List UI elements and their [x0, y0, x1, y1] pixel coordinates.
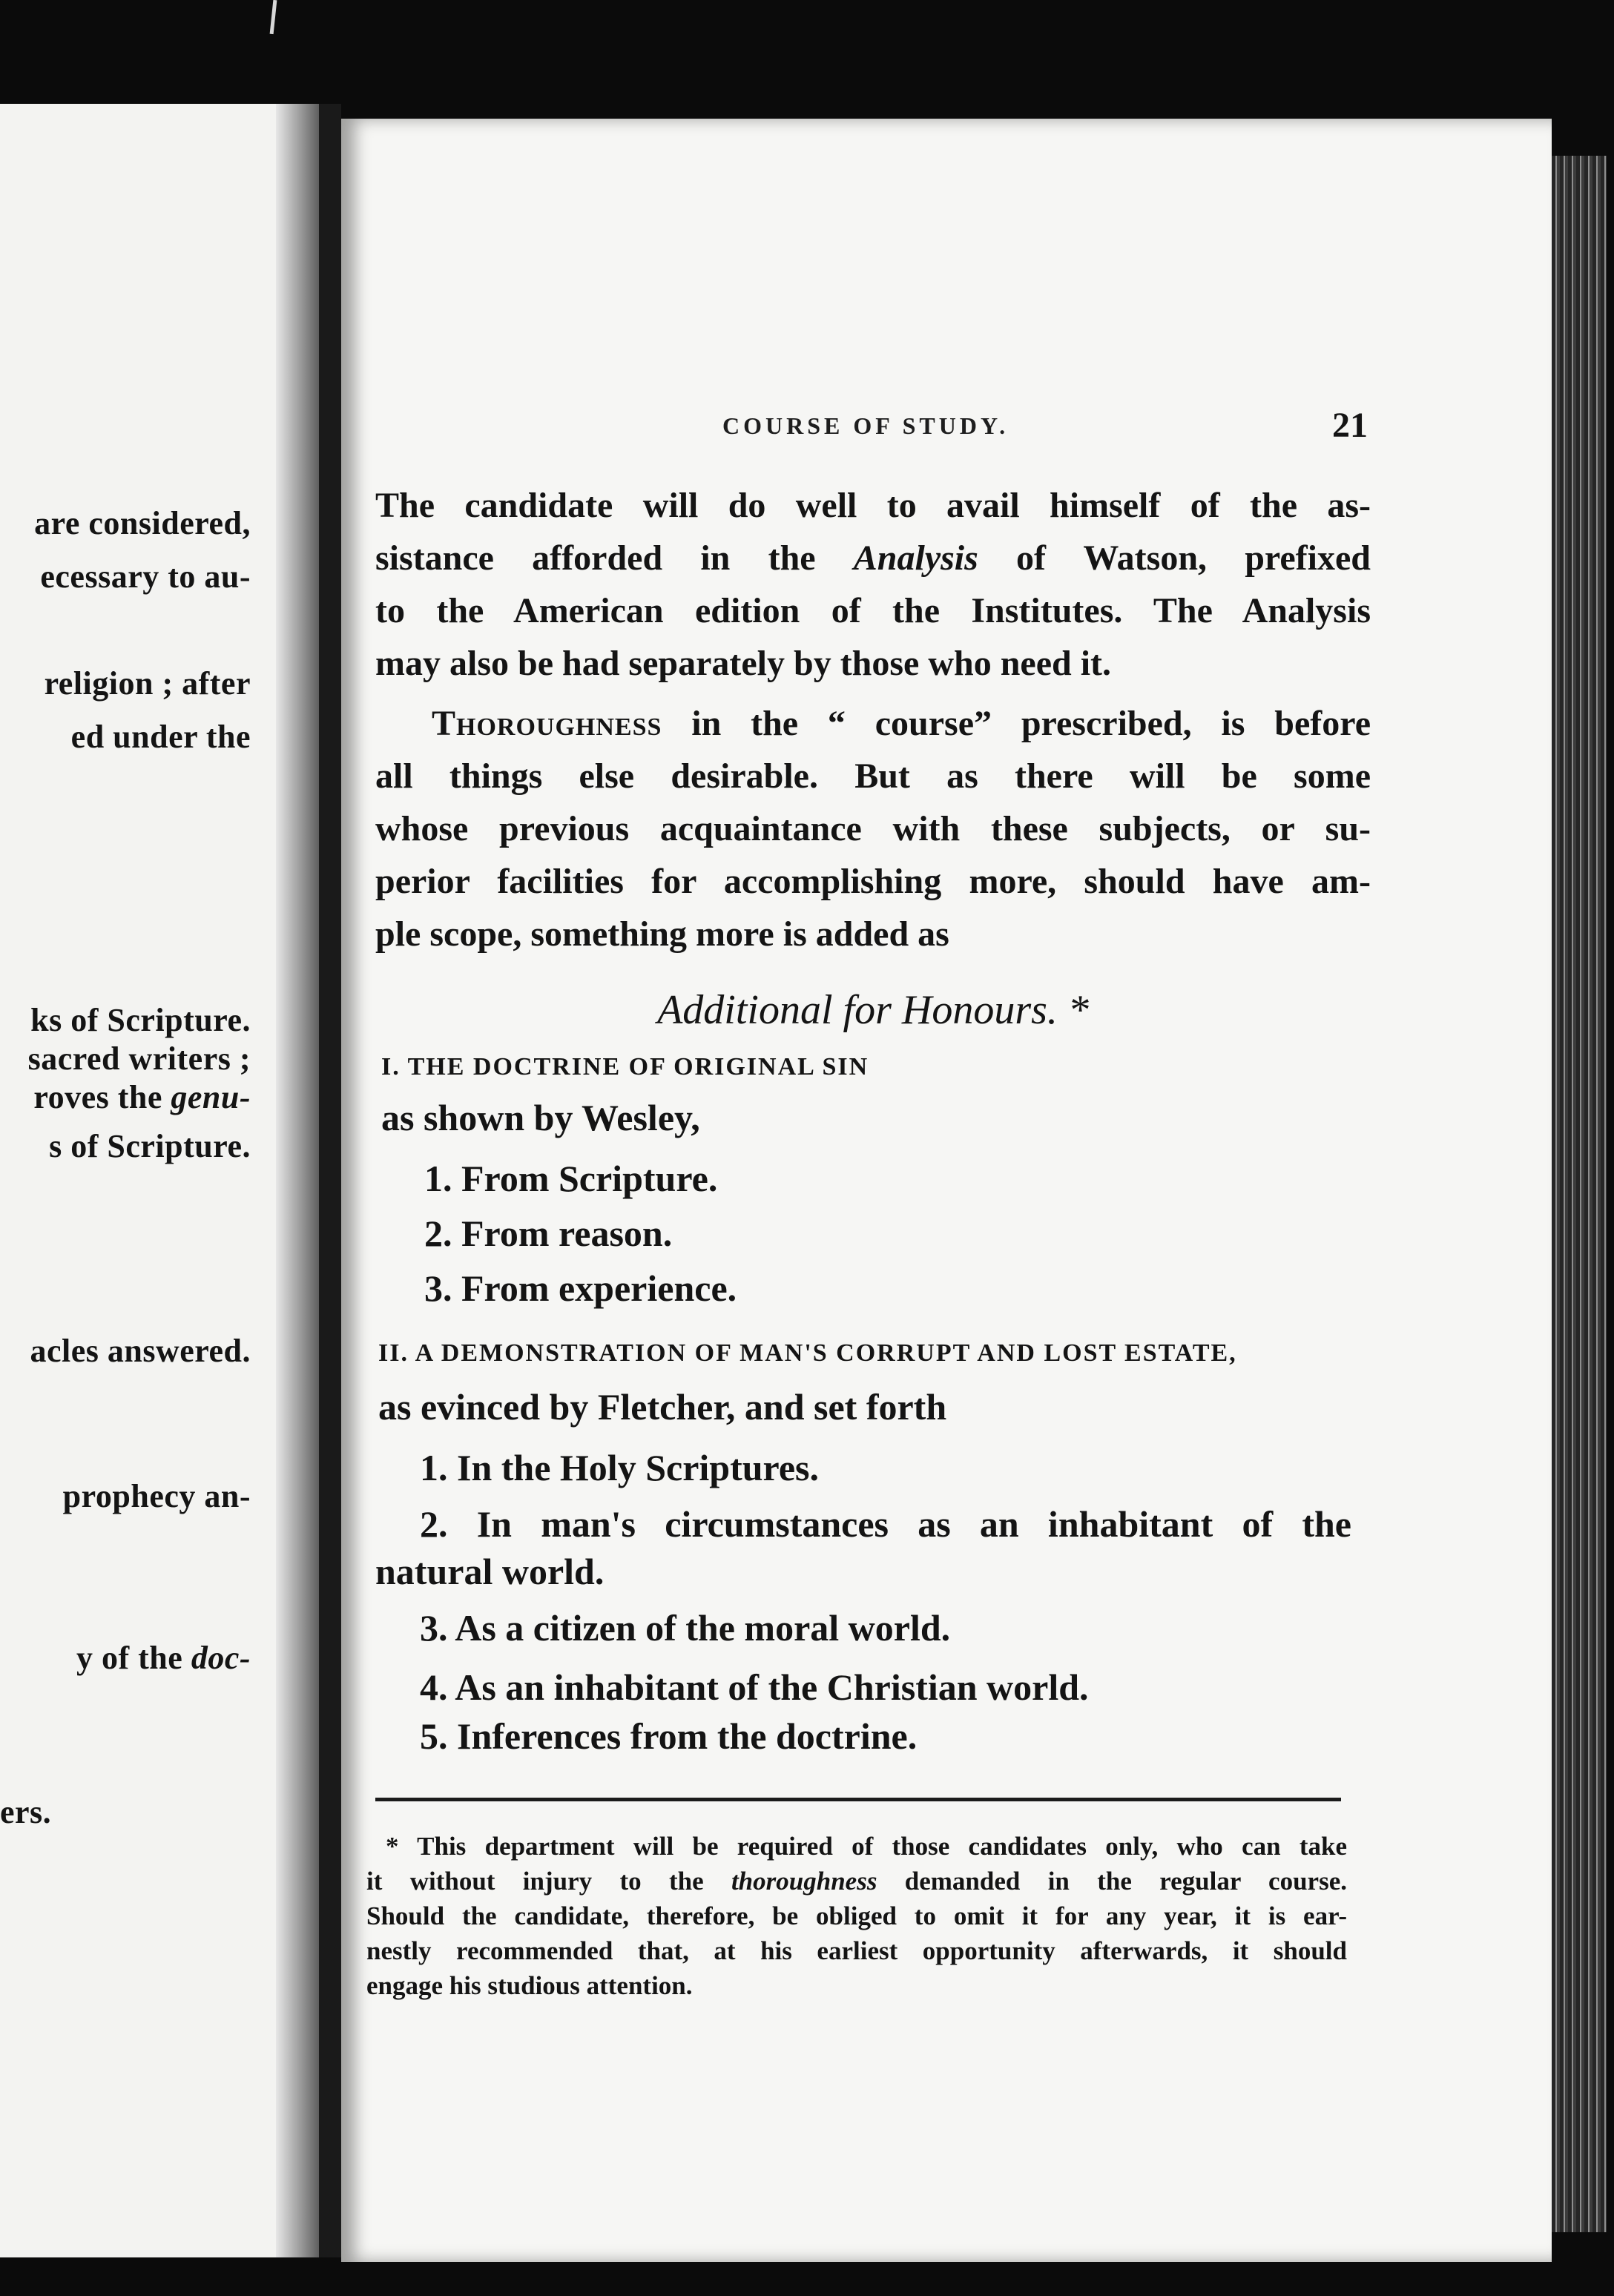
left-page-line: sacred writers ; — [27, 1040, 251, 1077]
text-line: to the American edition of the Institutes. The Analysis — [375, 591, 1371, 630]
list-item: 2. In man's circumstances as an inhabitant of the — [420, 1503, 1351, 1545]
italic-emphasis: Analysis — [853, 538, 978, 578]
left-page-line: roves the genu- — [33, 1079, 251, 1115]
list-item: 3. From experience. — [424, 1267, 737, 1309]
text-line: ple scope, something more is added as — [375, 914, 949, 954]
thoroughness-lead: Thoroughness — [432, 704, 662, 743]
honours-heading: Additional for Honours. * — [657, 987, 1089, 1033]
left-page-line: ed under the — [70, 719, 251, 755]
footnote-line: * This department will be required of those candidates only, who can take — [386, 1832, 1347, 1861]
text-line: whose previous acquaintance with these subjects, or su- — [375, 809, 1371, 848]
section-1-heading: I. THE DOCTRINE OF ORIGINAL SIN — [381, 1053, 869, 1081]
section-2-intro: as evinced by Fletcher, and set forth — [378, 1386, 947, 1428]
page-number: 21 — [1332, 406, 1368, 445]
left-page-line: prophecy an- — [62, 1478, 251, 1514]
italic-emphasis: thoroughness — [731, 1867, 877, 1896]
left-page-line: y of the doc- — [76, 1640, 251, 1676]
left-page-line: acles answered. — [30, 1333, 251, 1369]
scan-mark — [270, 0, 277, 34]
footnote-rule — [375, 1798, 1341, 1801]
footnote — [366, 1829, 1347, 2003]
text-line — [375, 697, 1371, 750]
list-item: 2. From reason. — [424, 1213, 673, 1254]
text-line: perior facilities for accomplishing more, should have am- — [375, 862, 1371, 901]
left-page-line: ecessary to au- — [40, 558, 251, 595]
list-item: 4. As an inhabitant of the Christian world. — [420, 1666, 1089, 1708]
paragraph-analysis — [375, 479, 1371, 690]
list-item: 1. In the Holy Scriptures. — [420, 1447, 819, 1488]
text-line: all things else desirable. But as there will be some — [375, 756, 1371, 796]
left-page-line: are considered, — [34, 505, 251, 541]
italic-emphasis: genu- — [171, 1079, 251, 1115]
left-page-line: religion ; after — [44, 665, 251, 702]
footnote-line: Should the candidate, therefore, be obliged to omit it for any year, it is ear- — [366, 1901, 1347, 1930]
footnote-line: nestly recommended that, at his earliest opportunity afterwards, it should — [366, 1936, 1347, 1965]
gutter-shadow — [319, 104, 341, 2257]
footnote-line: engage his studious attention. — [366, 1971, 693, 2000]
running-head: COURSE OF STUDY. — [722, 412, 1009, 439]
book-gutter — [276, 104, 320, 2257]
page-edges — [1552, 156, 1607, 2232]
section-2-heading: II. A DEMONSTRATION OF MAN'S CORRUPT AND LOST ESTATE, — [378, 1339, 1237, 1367]
list-item-continued: natural world. — [375, 1551, 605, 1592]
left-page-line: s of Scripture. — [49, 1128, 251, 1164]
text-line: may also be had separately by those who need it. — [375, 644, 1112, 683]
footnote-line: it without injury to the thoroughness demanded in the regular course. — [366, 1867, 1348, 1896]
list-item: 1. From Scripture. — [424, 1158, 718, 1199]
left-facing-page — [0, 104, 313, 2257]
text-line-rest: in the “ course” prescribed, is before — [662, 704, 1371, 743]
text-line: The candidate will do well to avail himself of the as- — [375, 486, 1371, 525]
italic-emphasis: doc- — [191, 1640, 251, 1676]
paragraph-thoroughness — [375, 697, 1371, 960]
section-1-intro: as shown by Wesley, — [381, 1097, 700, 1138]
left-page-line: ks of Scripture. — [30, 1002, 251, 1038]
list-item: 3. As a citizen of the moral world. — [420, 1607, 951, 1649]
text-line: sistance afforded in the Analysis of Watson, prefixed — [375, 538, 1371, 578]
list-item: 5. Inferences from the doctrine. — [420, 1715, 918, 1757]
left-page-line: ers. — [0, 1794, 52, 1830]
